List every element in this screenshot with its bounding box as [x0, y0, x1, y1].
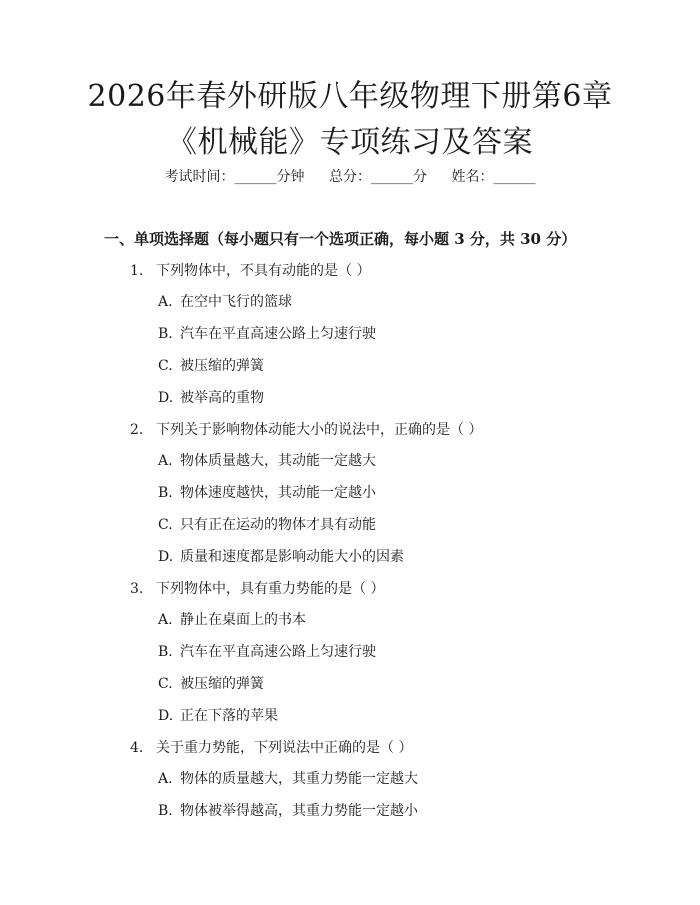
question-text: 下列关于影响物体动能大小的说法中，正确的是（ ）: [156, 422, 483, 438]
option-1b: [158, 324, 376, 344]
question-3: [130, 579, 384, 599]
exam-info-line: [0, 167, 700, 187]
option-text: 只有正在运动的物体才具有动能: [180, 517, 376, 533]
question-number: 1.: [130, 263, 144, 279]
name-blank: ______: [493, 169, 536, 185]
name-label: 姓名：: [451, 169, 494, 185]
option-letter: A.: [158, 294, 173, 310]
option-text: 静止在桌面上的书本: [180, 612, 306, 628]
option-letter: C.: [158, 358, 173, 374]
option-2d: [158, 547, 404, 567]
question-number: 3.: [130, 581, 144, 597]
option-letter: D.: [158, 390, 174, 406]
exam-time-field: [165, 167, 305, 187]
option-3d: [158, 706, 278, 726]
question-number: 4.: [130, 740, 144, 756]
total-score-label: 总分：: [329, 169, 371, 185]
option-text: 在空中飞行的篮球: [180, 294, 292, 310]
option-text: 物体质量越大，其动能一定越大: [180, 453, 376, 469]
document-title: 2026年春外研版八年级物理下册第6章《机械能》专项练习及答案: [87, 79, 613, 160]
total-score-unit: 分: [413, 169, 427, 185]
question-number: 2.: [130, 422, 144, 438]
question-text: 下列物体中，具有重力势能的是（ ）: [156, 581, 385, 597]
option-text: 物体的质量越大，其重力势能一定越大: [180, 771, 418, 787]
option-letter: B.: [158, 803, 173, 819]
question-text: 下列物体中，不具有动能的是（ ）: [156, 263, 371, 279]
question-1: [130, 261, 370, 281]
option-text: 物体被举得越高，其重力势能一定越小: [180, 803, 418, 819]
option-text: 被举高的重物: [180, 390, 264, 406]
option-letter: D.: [158, 708, 174, 724]
option-letter: B.: [158, 485, 173, 501]
option-4b: [158, 801, 418, 821]
option-letter: B.: [158, 644, 173, 660]
option-2a: [158, 451, 376, 471]
option-2c: [158, 515, 376, 535]
option-text: 汽车在平直高速公路上匀速行驶: [180, 326, 376, 342]
option-letter: A.: [158, 771, 173, 787]
exam-time-label: 考试时间：: [164, 169, 235, 185]
option-letter: D.: [158, 549, 174, 565]
total-score-field: [329, 167, 427, 187]
option-letter: A.: [158, 612, 173, 628]
option-text: 被压缩的弹簧: [180, 358, 264, 374]
option-text: 汽车在平直高速公路上匀速行驶: [180, 644, 376, 660]
option-3b: [158, 642, 376, 662]
option-1c: [158, 356, 264, 376]
question-text: 关于重力势能，下列说法中正确的是（ ）: [156, 740, 413, 756]
option-4a: [158, 769, 418, 789]
option-letter: C.: [158, 676, 173, 692]
option-text: 物体速度越快，其动能一定越小: [180, 485, 376, 501]
option-1a: [158, 292, 292, 312]
section-title: 一、单项选择题（每小题只有一个选项正确，每小题 3 分，共 30 分）: [104, 230, 577, 248]
question-2: [130, 420, 482, 440]
option-3a: [158, 610, 306, 630]
total-score-blank: ______: [371, 169, 413, 185]
option-3c: [158, 674, 264, 694]
option-1d: [158, 388, 264, 408]
exam-time-unit: 分钟: [276, 169, 305, 185]
option-text: 被压缩的弹簧: [180, 676, 264, 692]
option-text: 正在下落的苹果: [180, 708, 278, 724]
name-field: [451, 167, 535, 187]
option-text: 质量和速度都是影响动能大小的因素: [180, 549, 404, 565]
exam-time-blank: ______: [234, 169, 277, 185]
option-letter: C.: [158, 517, 173, 533]
option-letter: A.: [158, 453, 173, 469]
question-4: [130, 738, 412, 758]
option-letter: B.: [158, 326, 173, 342]
option-2b: [158, 483, 376, 503]
